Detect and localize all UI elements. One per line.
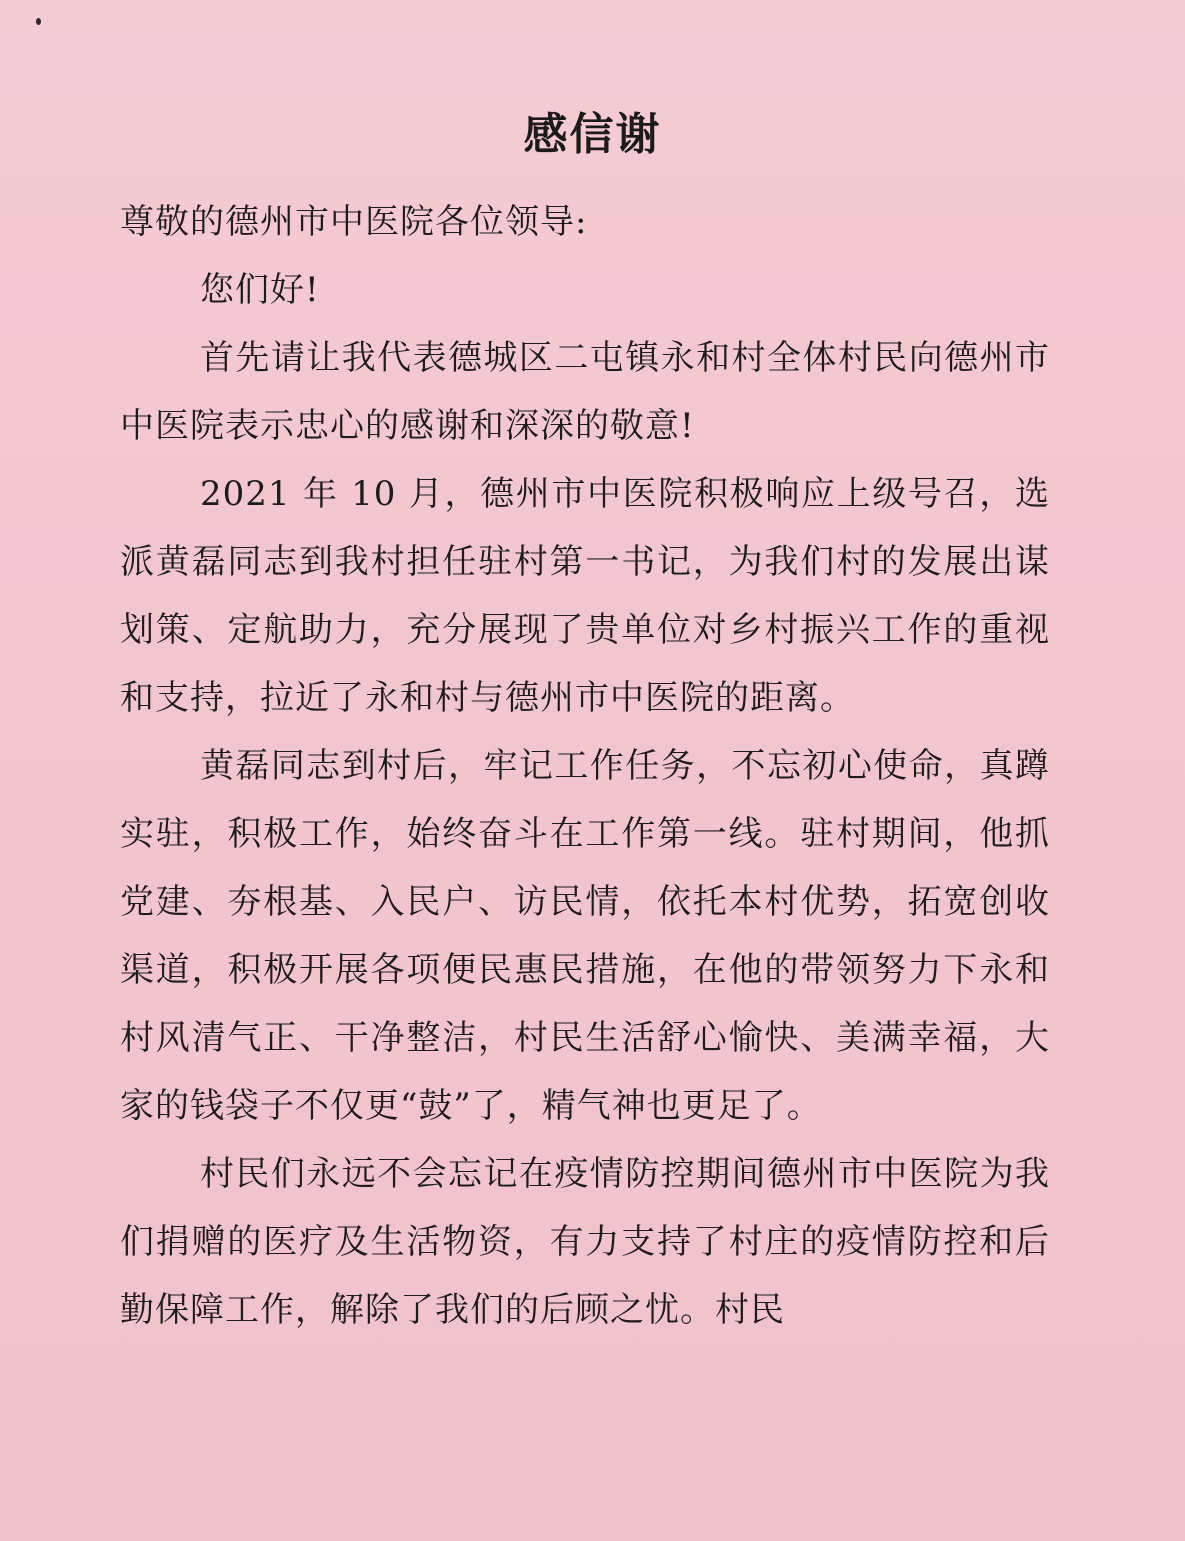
letter-paragraph: 首先请让我代表德城区二屯镇永和村全体村民向德州市中医院表示忠心的感谢和深深的敬意!: [120, 338, 1050, 446]
letter-paragraph: 黄磊同志到村后，牢记工作任务，不忘初心使命，真蹲实驻，积极工作，始终奋斗在工作第一线。驻村期间，他抓党建、夯根基、入民户、访民情，依托本村优势，拓宽创收渠道，积极开展各项便民惠民措施，在他的带领努力下永和村风清气正、干净整洁，村民生活舒心愉快、美满幸福，大家的钱袋子不仅更“鼓”了，精气神也更足了。: [120, 746, 1050, 1126]
letter-paragraph: 2021 年 10 月，德州市中医院积极响应上级号召，选派黄磊同志到我村担任驻村第一书记，为我们村的发展出谋划策、定航助力，充分展现了贵单位对乡村振兴工作的重视和支持，拉近了永和村与德州市中医院的距离。: [120, 474, 1050, 718]
letter-greeting: 您们好!: [200, 270, 320, 310]
letter-title: 感信谢: [523, 109, 662, 160]
letter-body: [120, 188, 1050, 1344]
letter-paragraph: 村民们永远不会忘记在疫情防控期间德州市中医院为我们捐赠的医疗及生活物资，有力支持了村庄的疫情防控和后勤保障工作，解除了我们的后顾之忧。村民: [120, 1154, 1050, 1330]
ink-speck: [36, 18, 41, 25]
letter-salutation: 尊敬的德州市中医院各位领导:: [120, 202, 588, 242]
